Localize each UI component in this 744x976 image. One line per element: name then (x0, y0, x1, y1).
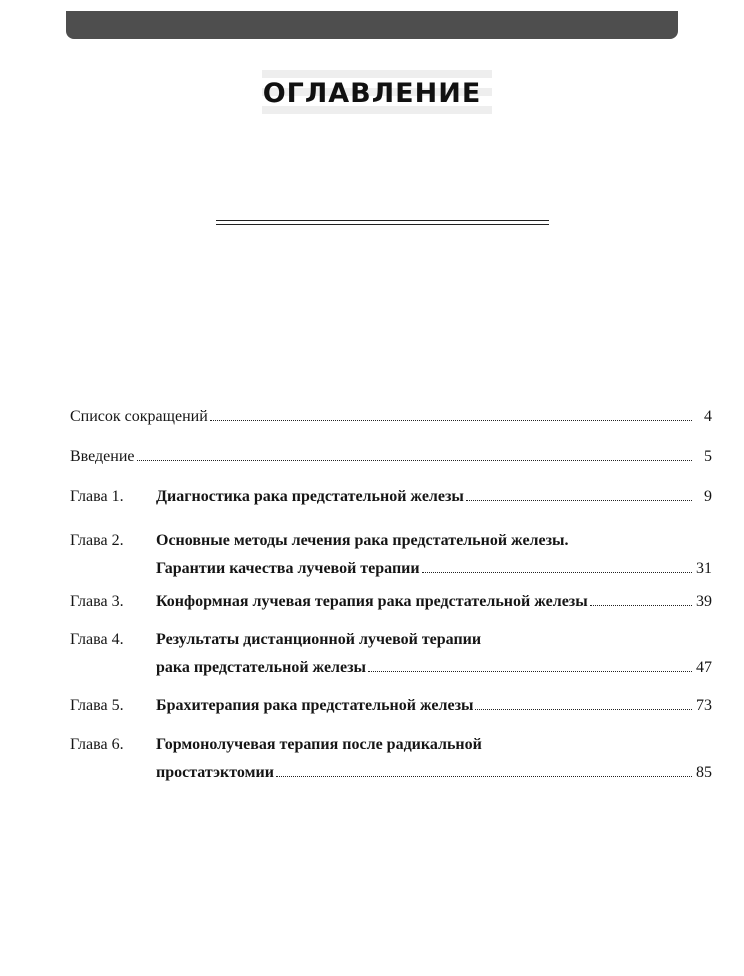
toc-leader-dots (368, 671, 692, 672)
toc-entry-title: Брахитерапия рака предстательной железы (156, 697, 474, 714)
toc-entry-title: Список сокращений (70, 408, 208, 425)
chapter-label: Глава 2. (70, 532, 124, 549)
top-banner (66, 11, 678, 39)
toc-entry-title: Основные методы лечения рака предстательной железы. (156, 532, 569, 549)
toc-entry-abbreviations[interactable] (70, 408, 712, 436)
divider-rule-bottom (216, 224, 549, 225)
toc-entry-title-continued: простатэктомии (156, 764, 274, 781)
toc-leader-dots (466, 500, 692, 501)
toc-leader-dots (276, 776, 692, 777)
chapter-label: Глава 3. (70, 593, 124, 610)
toc-entry-title-continued: рака предстательной железы (156, 659, 367, 676)
toc-entry-title: Конформная лучевая терапия рака предстательной железы (156, 593, 588, 610)
toc-leader-dots (210, 420, 692, 421)
toc-entry-title: Результаты дистанционной лучевой терапии (156, 631, 482, 648)
toc-page-number: 5 (704, 448, 712, 465)
toc-entry-introduction[interactable] (70, 448, 712, 476)
toc-page-number: 85 (696, 764, 712, 781)
toc-entry-chapter-4[interactable] (70, 631, 712, 687)
toc-page-number: 73 (696, 697, 712, 714)
toc-page-number: 4 (704, 408, 712, 425)
toc-page-number: 31 (696, 560, 712, 577)
divider-rule-top (216, 220, 549, 221)
toc-entry-title-continued: Гарантии качества лучевой терапии (156, 560, 420, 577)
page-title: ОГЛАВЛЕНИЕ (262, 78, 482, 109)
toc-entry-chapter-2[interactable] (70, 532, 712, 588)
chapter-label: Глава 4. (70, 631, 124, 648)
toc-entry-chapter-3[interactable] (70, 593, 712, 621)
toc-leader-dots (422, 572, 692, 573)
toc-page-number: 39 (696, 593, 712, 610)
toc-entry-title: Гормонолучевая терапия после радикальной (156, 736, 482, 753)
chapter-label: Глава 1. (70, 488, 124, 505)
toc-entry-title: Диагностика рака предстательной железы (156, 488, 464, 505)
chapter-label: Глава 5. (70, 697, 124, 714)
toc-leader-dots (475, 709, 692, 710)
toc-page-number: 47 (696, 659, 712, 676)
toc-entry-chapter-6[interactable] (70, 736, 712, 792)
toc-entry-chapter-5[interactable] (70, 697, 712, 725)
toc-leader-dots (590, 605, 692, 606)
chapter-label: Глава 6. (70, 736, 124, 753)
toc-leader-dots (137, 460, 693, 461)
toc-entry-chapter-1[interactable] (70, 488, 712, 516)
toc-page-number: 9 (704, 488, 712, 505)
toc-entry-title: Введение (70, 448, 135, 465)
